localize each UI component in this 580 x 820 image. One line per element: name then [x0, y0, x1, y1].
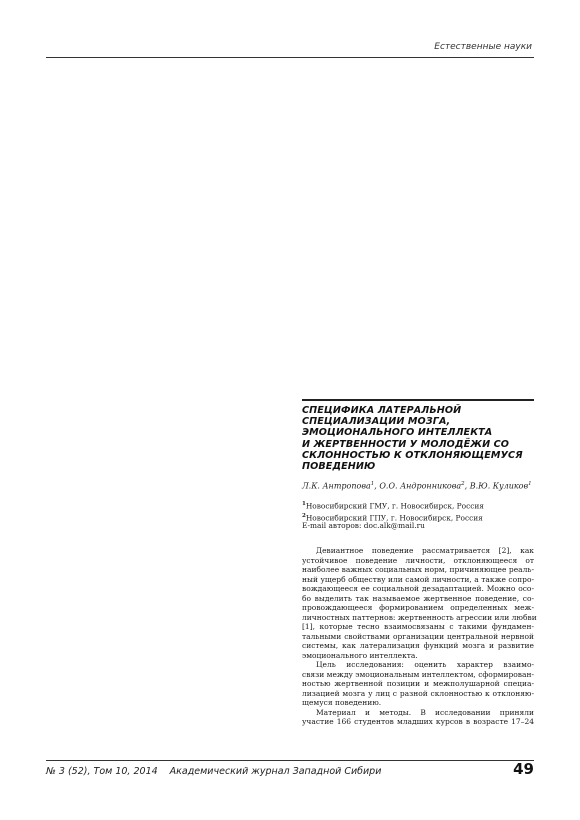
- abstract-line: щемуся поведению.: [302, 698, 382, 707]
- abstract-line: ностью жертвенной позиции и межполушарной специа-: [302, 679, 534, 688]
- footer-divider: [46, 760, 534, 761]
- author-separator: ,: [464, 481, 470, 491]
- year: 2014: [133, 766, 158, 777]
- affiliation-mark: 2: [302, 513, 306, 520]
- abstract-line: лизацией мозга у лиц с разной склонностью к отклоняю-: [302, 688, 534, 698]
- abstract-line: устойчивое поведение личности, отклоняющееся от: [302, 555, 534, 565]
- journal-footer: [46, 766, 381, 777]
- author-affiliation-mark: 1: [528, 481, 532, 487]
- title-rule: [302, 399, 534, 401]
- abstract-line: тальными свойствами организации центральной нервной: [302, 631, 534, 641]
- affiliation: [302, 499, 534, 511]
- abstract-line: Девиантное поведение рассматривается [2], как: [316, 546, 534, 555]
- abstract-line: бо выделить так называемое жертвенное поведение, со-: [302, 593, 534, 603]
- author-name: О.О. Андронникова: [379, 481, 462, 491]
- author-email: E-mail авторов: doc.alk@mail.ru: [302, 521, 425, 530]
- author-name: Л.К. Антропова: [302, 481, 371, 491]
- author-affiliation-mark: 1: [370, 481, 375, 487]
- header-divider: [46, 57, 534, 58]
- author-affiliation-mark: 2: [461, 481, 465, 487]
- journal-name: Академический журнал Западной Сибири: [169, 766, 382, 777]
- abstract-line: эмоционального интеллекта.: [302, 650, 418, 660]
- affiliation-text: Новосибирский ГПУ, г. Новосибирск, Россия: [305, 513, 483, 523]
- section-header: Естественные науки: [434, 42, 532, 52]
- abstract-line: ный ущерб обществу или самой личности, а также сопро-: [302, 574, 534, 584]
- volume: Том 10,: [93, 766, 131, 777]
- abstract-line: Материал и методы. В исследовании приняли: [316, 707, 534, 717]
- author-list: [302, 481, 534, 491]
- author-separator: ,: [374, 481, 380, 491]
- issue-number: № 3 (52),: [46, 766, 91, 777]
- abstract-line: вождающееся ее социальной дезадаптацией. Можно осо-: [302, 584, 534, 593]
- affiliation-mark: 1: [302, 501, 306, 507]
- abstract-line: связи между эмоциональным интеллектом, сформирован-: [302, 669, 534, 679]
- abstract-line: системы, как латерализация функций мозга и развитие: [302, 641, 534, 650]
- abstract-line: провождающееся формированием определенных меж-: [302, 603, 534, 612]
- abstract-line: Цель исследования: оценить характер взаимо-: [316, 660, 534, 669]
- abstract-text: [302, 546, 537, 727]
- abstract-line: [1], которые тесно взаимосвязаны с такими фундамен-: [302, 622, 534, 631]
- article-title: СПЕЦИФИКА ЛАТЕРАЛЬНОЙ СПЕЦИАЛИЗАЦИИ МОЗГА, ЭМОЦИОНАЛЬНОГО ИНТЕЛЛЕКТА И ЖЕРТВЕННОСТИ У МОЛОДЁЖИ СО СКЛОННОСТЬЮ К ОТКЛОНЯЮЩЕМУСЯ ПОВЕДЕНИЮ: [302, 405, 523, 473]
- author-name: В.Ю. Куликов: [469, 481, 529, 491]
- abstract-line: наиболее важных социальных норм, причиняющее реаль-: [302, 565, 534, 574]
- page-number: 49: [513, 760, 534, 778]
- affiliation-text: Новосибирский ГМУ, г. Новосибирск, Россия: [305, 501, 484, 511]
- abstract-line: участие 166 студентов младших курсов в возрасте 17–24: [302, 717, 534, 726]
- abstract-line: личностных паттернов: жертвенность агрессии или любви: [302, 612, 537, 622]
